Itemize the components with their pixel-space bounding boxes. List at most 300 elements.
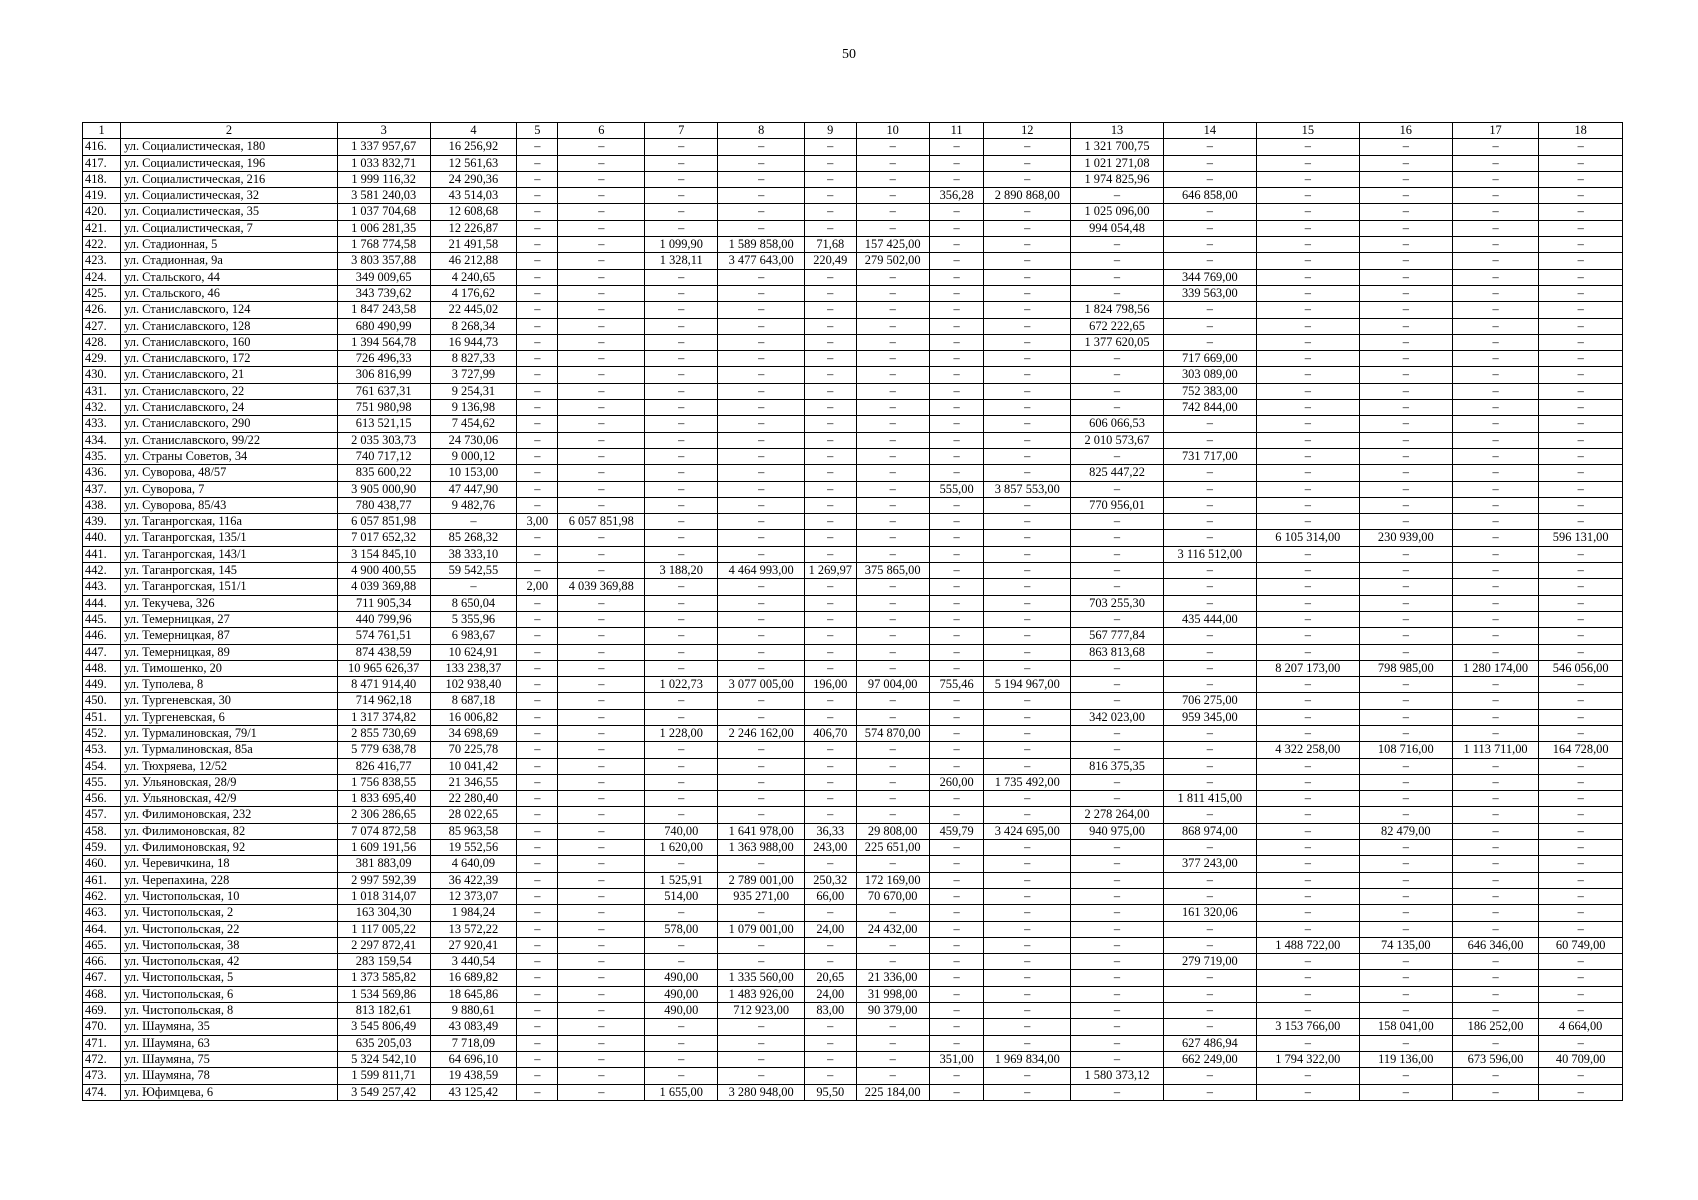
value-cell: – (718, 693, 805, 709)
page-number: 50 (842, 47, 856, 62)
row-number: 454. (83, 758, 121, 774)
value-cell: – (718, 709, 805, 725)
table-row (83, 693, 1623, 709)
row-number: 449. (83, 677, 121, 693)
value-cell: – (1452, 465, 1539, 481)
value-cell: – (645, 318, 718, 334)
value-cell: 8 687,18 (430, 693, 517, 709)
value-cell: 940 975,00 (1071, 823, 1164, 839)
value-cell: – (1359, 579, 1452, 595)
value-cell: – (1539, 563, 1623, 579)
value-cell: – (805, 660, 857, 676)
value-cell: – (718, 611, 805, 627)
table-row (83, 954, 1623, 970)
value-cell: – (805, 709, 857, 725)
value-cell: 74 135,00 (1359, 937, 1452, 953)
value-cell: – (517, 954, 558, 970)
value-cell: – (517, 856, 558, 872)
value-cell: – (929, 334, 984, 350)
value-cell: 22 445,02 (430, 302, 517, 318)
value-cell: – (645, 220, 718, 236)
value-cell: – (558, 986, 645, 1002)
address-cell: ул. Стадионная, 5 (121, 237, 338, 253)
row-number: 416. (83, 139, 121, 155)
value-cell: 24,00 (805, 921, 857, 937)
value-cell: – (856, 269, 929, 285)
value-cell: – (929, 416, 984, 432)
value-cell: – (558, 285, 645, 301)
value-cell: – (1071, 791, 1164, 807)
value-cell: – (1163, 579, 1256, 595)
value-cell: 3 440,54 (430, 954, 517, 970)
value-cell: – (558, 465, 645, 481)
row-number: 421. (83, 220, 121, 236)
value-cell: – (805, 937, 857, 953)
value-cell: 119 136,00 (1359, 1051, 1452, 1067)
value-cell: – (517, 171, 558, 187)
table-row (83, 856, 1623, 872)
value-cell: – (1452, 888, 1539, 904)
value-cell: – (1163, 1019, 1256, 1035)
value-cell: – (558, 644, 645, 660)
value-cell: – (805, 432, 857, 448)
value-cell: – (1359, 921, 1452, 937)
value-cell: – (558, 204, 645, 220)
value-cell: – (984, 334, 1071, 350)
value-cell: – (929, 171, 984, 187)
value-cell: – (645, 285, 718, 301)
value-cell: – (517, 351, 558, 367)
value-cell: – (1452, 416, 1539, 432)
value-cell: – (558, 367, 645, 383)
value-cell: – (984, 465, 1071, 481)
value-cell: – (1539, 1068, 1623, 1084)
address-cell: ул. Таганрогская, 143/1 (121, 546, 338, 562)
address-cell: ул. Таганрогская, 145 (121, 563, 338, 579)
value-cell: – (1539, 546, 1623, 562)
value-cell: – (1539, 677, 1623, 693)
value-cell: – (645, 481, 718, 497)
value-cell: – (856, 220, 929, 236)
address-cell: ул. Темерницкая, 87 (121, 628, 338, 644)
value-cell: – (1163, 253, 1256, 269)
value-cell: – (718, 497, 805, 513)
value-cell: – (718, 432, 805, 448)
value-cell: – (856, 611, 929, 627)
value-cell: – (517, 823, 558, 839)
value-cell: – (1256, 237, 1359, 253)
value-cell: – (984, 758, 1071, 774)
value-cell: 8 471 914,40 (337, 677, 430, 693)
value-cell: – (805, 546, 857, 562)
value-cell: – (856, 660, 929, 676)
value-cell: 714 962,18 (337, 693, 430, 709)
address-cell: ул. Шаумяна, 78 (121, 1068, 338, 1084)
value-cell: 186 252,00 (1452, 1019, 1539, 1035)
value-cell: – (1539, 351, 1623, 367)
row-number: 446. (83, 628, 121, 644)
value-cell: – (558, 432, 645, 448)
value-cell: – (558, 595, 645, 611)
value-cell: 12 373,07 (430, 888, 517, 904)
value-cell: 24 432,00 (856, 921, 929, 937)
value-cell: – (645, 367, 718, 383)
row-number: 438. (83, 497, 121, 513)
value-cell: 16 944,73 (430, 334, 517, 350)
value-cell: 3 549 257,42 (337, 1084, 430, 1100)
value-cell: – (984, 791, 1071, 807)
value-cell: – (984, 579, 1071, 595)
value-cell: – (929, 269, 984, 285)
value-cell: – (645, 204, 718, 220)
value-cell: – (929, 595, 984, 611)
value-cell: – (805, 481, 857, 497)
value-cell: – (517, 921, 558, 937)
value-cell: – (1359, 367, 1452, 383)
value-cell: 1 373 585,82 (337, 970, 430, 986)
value-cell: – (1256, 693, 1359, 709)
value-cell: 1 328,11 (645, 253, 718, 269)
value-cell: – (558, 872, 645, 888)
row-number: 434. (83, 432, 121, 448)
table-row (83, 334, 1623, 350)
value-cell: – (805, 742, 857, 758)
value-cell: 2 306 286,65 (337, 807, 430, 823)
value-cell: – (718, 448, 805, 464)
value-cell: – (805, 400, 857, 416)
value-cell: – (1256, 318, 1359, 334)
value-cell: 1 337 957,67 (337, 139, 430, 155)
value-cell: 60 749,00 (1539, 937, 1623, 953)
value-cell: 1 580 373,12 (1071, 1068, 1164, 1084)
table-row (83, 563, 1623, 579)
value-cell: – (984, 269, 1071, 285)
value-cell: – (645, 351, 718, 367)
value-cell: 4 240,65 (430, 269, 517, 285)
value-cell: – (1539, 807, 1623, 823)
column-header: 9 (805, 123, 857, 139)
value-cell: 158 041,00 (1359, 1019, 1452, 1035)
value-cell: – (1256, 253, 1359, 269)
table-row (83, 791, 1623, 807)
value-cell: 8 268,34 (430, 318, 517, 334)
value-cell: – (558, 970, 645, 986)
value-cell: – (856, 595, 929, 611)
table-row (83, 986, 1623, 1002)
value-cell: 4 176,62 (430, 285, 517, 301)
address-cell: ул. Социалистическая, 180 (121, 139, 338, 155)
value-cell: – (1256, 546, 1359, 562)
value-cell: – (517, 611, 558, 627)
row-number: 463. (83, 905, 121, 921)
table-row (83, 758, 1623, 774)
table-row (83, 188, 1623, 204)
value-cell: 1 099,90 (645, 237, 718, 253)
row-number: 420. (83, 204, 121, 220)
row-number: 424. (83, 269, 121, 285)
address-cell: ул. Станиславского, 99/22 (121, 432, 338, 448)
value-cell: 1 655,00 (645, 1084, 718, 1100)
value-cell: – (984, 514, 1071, 530)
value-cell: – (1256, 481, 1359, 497)
value-cell: 7 718,09 (430, 1035, 517, 1051)
value-cell: – (929, 302, 984, 318)
value-cell: – (645, 644, 718, 660)
value-cell: – (1163, 171, 1256, 187)
value-cell: 3 857 553,00 (984, 481, 1071, 497)
value-cell: – (558, 725, 645, 741)
value-cell: 6 057 851,98 (337, 514, 430, 530)
value-cell: – (856, 481, 929, 497)
value-cell: – (1071, 253, 1164, 269)
value-cell: 303 089,00 (1163, 367, 1256, 383)
value-cell: – (1256, 465, 1359, 481)
value-cell: – (856, 383, 929, 399)
value-cell: – (856, 905, 929, 921)
value-cell: – (856, 530, 929, 546)
value-cell: – (1359, 334, 1452, 350)
value-cell: – (718, 416, 805, 432)
value-cell: 1 974 825,96 (1071, 171, 1164, 187)
value-cell: – (1359, 1068, 1452, 1084)
row-number: 464. (83, 921, 121, 937)
address-cell: ул. Стальского, 44 (121, 269, 338, 285)
value-cell: 1 756 838,55 (337, 774, 430, 790)
value-cell: – (718, 351, 805, 367)
column-header: 6 (558, 123, 645, 139)
value-cell: – (805, 1019, 857, 1035)
value-cell: – (1256, 188, 1359, 204)
value-cell: 12 226,87 (430, 220, 517, 236)
value-cell: – (1163, 725, 1256, 741)
value-cell: – (517, 497, 558, 513)
value-cell: – (645, 709, 718, 725)
value-cell: 1 018 314,07 (337, 888, 430, 904)
address-cell: ул. Филимоновская, 92 (121, 840, 338, 856)
table-row (83, 497, 1623, 513)
value-cell: 5 355,96 (430, 611, 517, 627)
value-cell: – (558, 351, 645, 367)
value-cell: 1 037 704,68 (337, 204, 430, 220)
value-cell: – (1359, 302, 1452, 318)
table-row (83, 888, 1623, 904)
value-cell: 712 923,00 (718, 1003, 805, 1019)
table-row (83, 595, 1623, 611)
value-cell: – (984, 416, 1071, 432)
value-cell: – (1359, 269, 1452, 285)
value-cell: 1 534 569,86 (337, 986, 430, 1002)
value-cell: 1 117 005,22 (337, 921, 430, 937)
value-cell: – (984, 1068, 1071, 1084)
value-cell: – (517, 188, 558, 204)
value-cell: – (984, 155, 1071, 171)
value-cell: – (805, 905, 857, 921)
value-cell: 726 496,33 (337, 351, 430, 367)
value-cell: – (856, 758, 929, 774)
value-cell: – (517, 840, 558, 856)
value-cell: – (645, 465, 718, 481)
value-cell: – (1256, 954, 1359, 970)
value-cell: – (984, 351, 1071, 367)
value-cell: – (1256, 807, 1359, 823)
value-cell: – (558, 497, 645, 513)
value-cell: – (1539, 774, 1623, 790)
value-cell: – (1359, 432, 1452, 448)
value-cell: – (1071, 611, 1164, 627)
value-cell: – (1071, 188, 1164, 204)
value-cell: 85 963,58 (430, 823, 517, 839)
value-cell: 935 271,00 (718, 888, 805, 904)
address-cell: ул. Тургеневская, 30 (121, 693, 338, 709)
row-number: 470. (83, 1019, 121, 1035)
value-cell: 490,00 (645, 970, 718, 986)
value-cell: – (1452, 204, 1539, 220)
row-number: 459. (83, 840, 121, 856)
value-cell: – (1452, 970, 1539, 986)
value-cell: – (929, 628, 984, 644)
value-cell: – (718, 334, 805, 350)
table-row (83, 237, 1623, 253)
value-cell: 627 486,94 (1163, 1035, 1256, 1051)
value-cell: – (1071, 856, 1164, 872)
address-cell: ул. Социалистическая, 35 (121, 204, 338, 220)
value-cell: – (718, 481, 805, 497)
value-cell: – (805, 367, 857, 383)
value-cell: – (1539, 954, 1623, 970)
value-cell: – (929, 139, 984, 155)
value-cell: – (1256, 432, 1359, 448)
address-cell: ул. Тимошенко, 20 (121, 660, 338, 676)
value-cell: – (718, 318, 805, 334)
value-cell: – (805, 285, 857, 301)
value-cell: – (1452, 1003, 1539, 1019)
value-cell: – (1071, 1051, 1164, 1067)
value-cell: – (929, 383, 984, 399)
value-cell: – (1452, 318, 1539, 334)
value-cell: – (856, 791, 929, 807)
value-cell: 172 169,00 (856, 872, 929, 888)
value-cell: – (805, 351, 857, 367)
value-cell: 381 883,09 (337, 856, 430, 872)
value-cell: – (984, 807, 1071, 823)
value-cell: – (558, 742, 645, 758)
value-cell: – (929, 237, 984, 253)
address-cell: ул. Таганрогская, 116а (121, 514, 338, 530)
value-cell: – (1359, 774, 1452, 790)
value-cell: – (558, 563, 645, 579)
value-cell: – (1359, 237, 1452, 253)
value-cell: 10 965 626,37 (337, 660, 430, 676)
value-cell: – (558, 856, 645, 872)
value-cell: – (517, 481, 558, 497)
value-cell: – (645, 611, 718, 627)
value-cell: – (1163, 807, 1256, 823)
value-cell: – (1359, 318, 1452, 334)
value-cell: – (1359, 709, 1452, 725)
value-cell: – (718, 269, 805, 285)
value-cell: – (1163, 1084, 1256, 1100)
value-cell: – (558, 1068, 645, 1084)
value-cell: – (1256, 628, 1359, 644)
value-cell: 1 768 774,58 (337, 237, 430, 253)
value-cell: 680 490,99 (337, 318, 430, 334)
value-cell: 24 730,06 (430, 432, 517, 448)
value-cell: – (984, 367, 1071, 383)
value-cell: – (929, 253, 984, 269)
table-row (83, 400, 1623, 416)
value-cell: – (1359, 383, 1452, 399)
value-cell: 2 890 868,00 (984, 188, 1071, 204)
value-cell: 835 600,22 (337, 465, 430, 481)
value-cell: – (517, 986, 558, 1002)
value-cell: – (984, 660, 1071, 676)
value-cell: 490,00 (645, 986, 718, 1002)
table-row (83, 432, 1623, 448)
table-row (83, 351, 1623, 367)
value-cell: 283 159,54 (337, 954, 430, 970)
value-cell: – (856, 514, 929, 530)
value-cell: – (517, 367, 558, 383)
value-cell: – (645, 546, 718, 562)
value-cell: 798 985,00 (1359, 660, 1452, 676)
value-cell: 1 824 798,56 (1071, 302, 1164, 318)
value-cell: – (1452, 514, 1539, 530)
value-cell: 673 596,00 (1452, 1051, 1539, 1067)
value-cell: – (558, 269, 645, 285)
value-cell: – (805, 1035, 857, 1051)
value-cell: – (1359, 791, 1452, 807)
value-cell: – (929, 579, 984, 595)
value-cell: – (929, 742, 984, 758)
value-cell: – (718, 758, 805, 774)
value-cell: 825 447,22 (1071, 465, 1164, 481)
row-number: 455. (83, 774, 121, 790)
value-cell: – (1359, 1035, 1452, 1051)
value-cell: – (929, 791, 984, 807)
value-cell: – (1359, 1003, 1452, 1019)
value-cell: – (929, 1019, 984, 1035)
value-cell: – (558, 334, 645, 350)
value-cell: 161 320,06 (1163, 905, 1256, 921)
value-cell: – (984, 546, 1071, 562)
value-cell: – (1359, 171, 1452, 187)
value-cell: – (1452, 367, 1539, 383)
value-cell: – (856, 774, 929, 790)
value-cell: – (1452, 1035, 1539, 1051)
column-header: 10 (856, 123, 929, 139)
value-cell: – (1256, 220, 1359, 236)
value-cell: 5 324 542,10 (337, 1051, 430, 1067)
value-cell: – (1539, 367, 1623, 383)
value-cell: – (558, 954, 645, 970)
value-cell: – (517, 888, 558, 904)
row-number: 429. (83, 351, 121, 367)
value-cell: – (517, 872, 558, 888)
value-cell: – (1359, 644, 1452, 660)
table-row (83, 660, 1623, 676)
value-cell: – (517, 139, 558, 155)
value-cell: – (856, 448, 929, 464)
value-cell: 7 074 872,58 (337, 823, 430, 839)
address-cell: ул. Шаумяна, 35 (121, 1019, 338, 1035)
value-cell: – (1452, 302, 1539, 318)
value-cell: – (558, 1003, 645, 1019)
value-cell: – (645, 579, 718, 595)
value-cell: – (517, 1035, 558, 1051)
value-cell: – (929, 644, 984, 660)
value-cell: 1 021 271,08 (1071, 155, 1164, 171)
row-number: 473. (83, 1068, 121, 1084)
